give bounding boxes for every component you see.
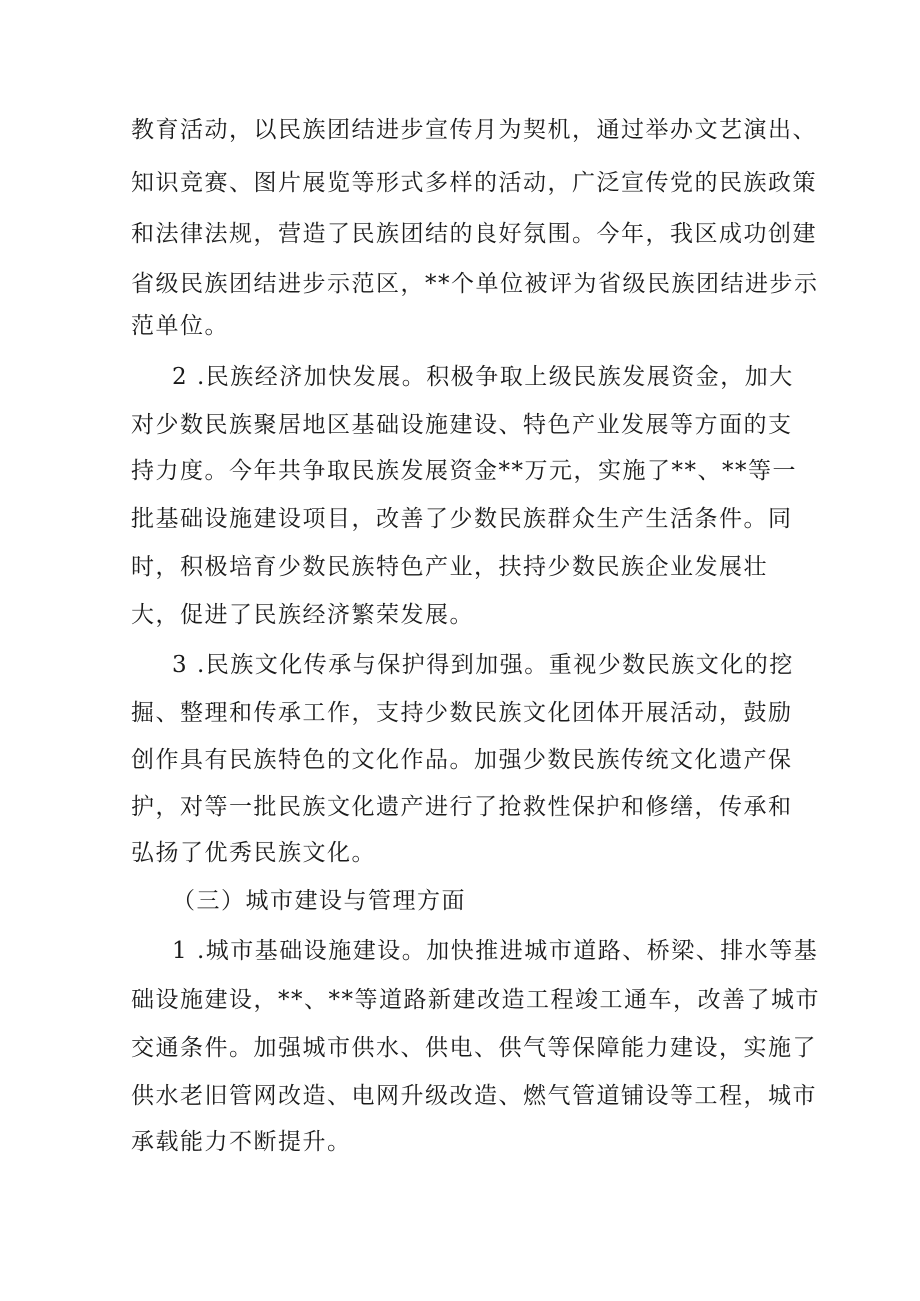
text-line: 供水老旧管网改造、电网升级改造、燃气管道铺设等工程，城市: [131, 1083, 817, 1109]
text-line: 1 .城市基础设施建设。加快推进城市道路、桥梁、排水等基: [172, 938, 819, 964]
text-line: 承载能力不断提升。: [131, 1129, 352, 1155]
text-line: 时，积极培育少数民族特色产业，扶持少数民族企业发展壮: [131, 554, 768, 580]
text-line: 对少数民族聚居地区基础设施建设、特色产业发展等方面的支: [131, 412, 793, 438]
text-line: 护，对等一批民族文化遗产进行了抢救性保护和修缮，传承和: [131, 794, 793, 820]
text-line: 批基础设施建设项目，改善了少数民族群众生产生活条件。同: [131, 506, 793, 532]
text-line: 范单位。: [131, 313, 229, 339]
text-line: 省级民族团结进步示范区，**个单位被评为省级民族团结进步示: [131, 271, 819, 297]
text-line: 础设施建设，**、**等道路新建改造工程竣工通车，改善了城市: [131, 987, 820, 1013]
text-line: 3 .民族文化传承与保护得到加强。重视少数民族文化的挖: [172, 652, 794, 678]
text-line: 弘扬了优秀民族文化。: [131, 840, 376, 866]
text-line: 知识竞赛、图片展览等形式多样的活动，广泛宣传党的民族政策: [131, 170, 817, 196]
text-line: 创作具有民族特色的文化作品。加强少数民族传统文化遗产保: [131, 747, 793, 773]
text-line: 和法律法规，营造了民族团结的良好氛围。今年，我区成功创建: [131, 221, 817, 247]
text-line: 大，促进了民族经济繁荣发展。: [131, 602, 474, 628]
section-heading: （三）城市建设与管理方面: [172, 888, 466, 914]
text-line: 交通条件。加强城市供水、供电、供气等保障能力建设，实施了: [131, 1035, 817, 1061]
text-line: 持力度。今年共争取民族发展资金**万元，实施了**、**等一: [131, 458, 797, 484]
text-line: 2 .民族经济加快发展。积极争取上级民族发展资金，加大: [172, 364, 794, 390]
text-line: 教育活动，以民族团结进步宣传月为契机，通过举办文艺演出、: [131, 117, 817, 143]
text-line: 掘、整理和传承工作，支持少数民族文化团体开展活动，鼓励: [131, 700, 793, 726]
